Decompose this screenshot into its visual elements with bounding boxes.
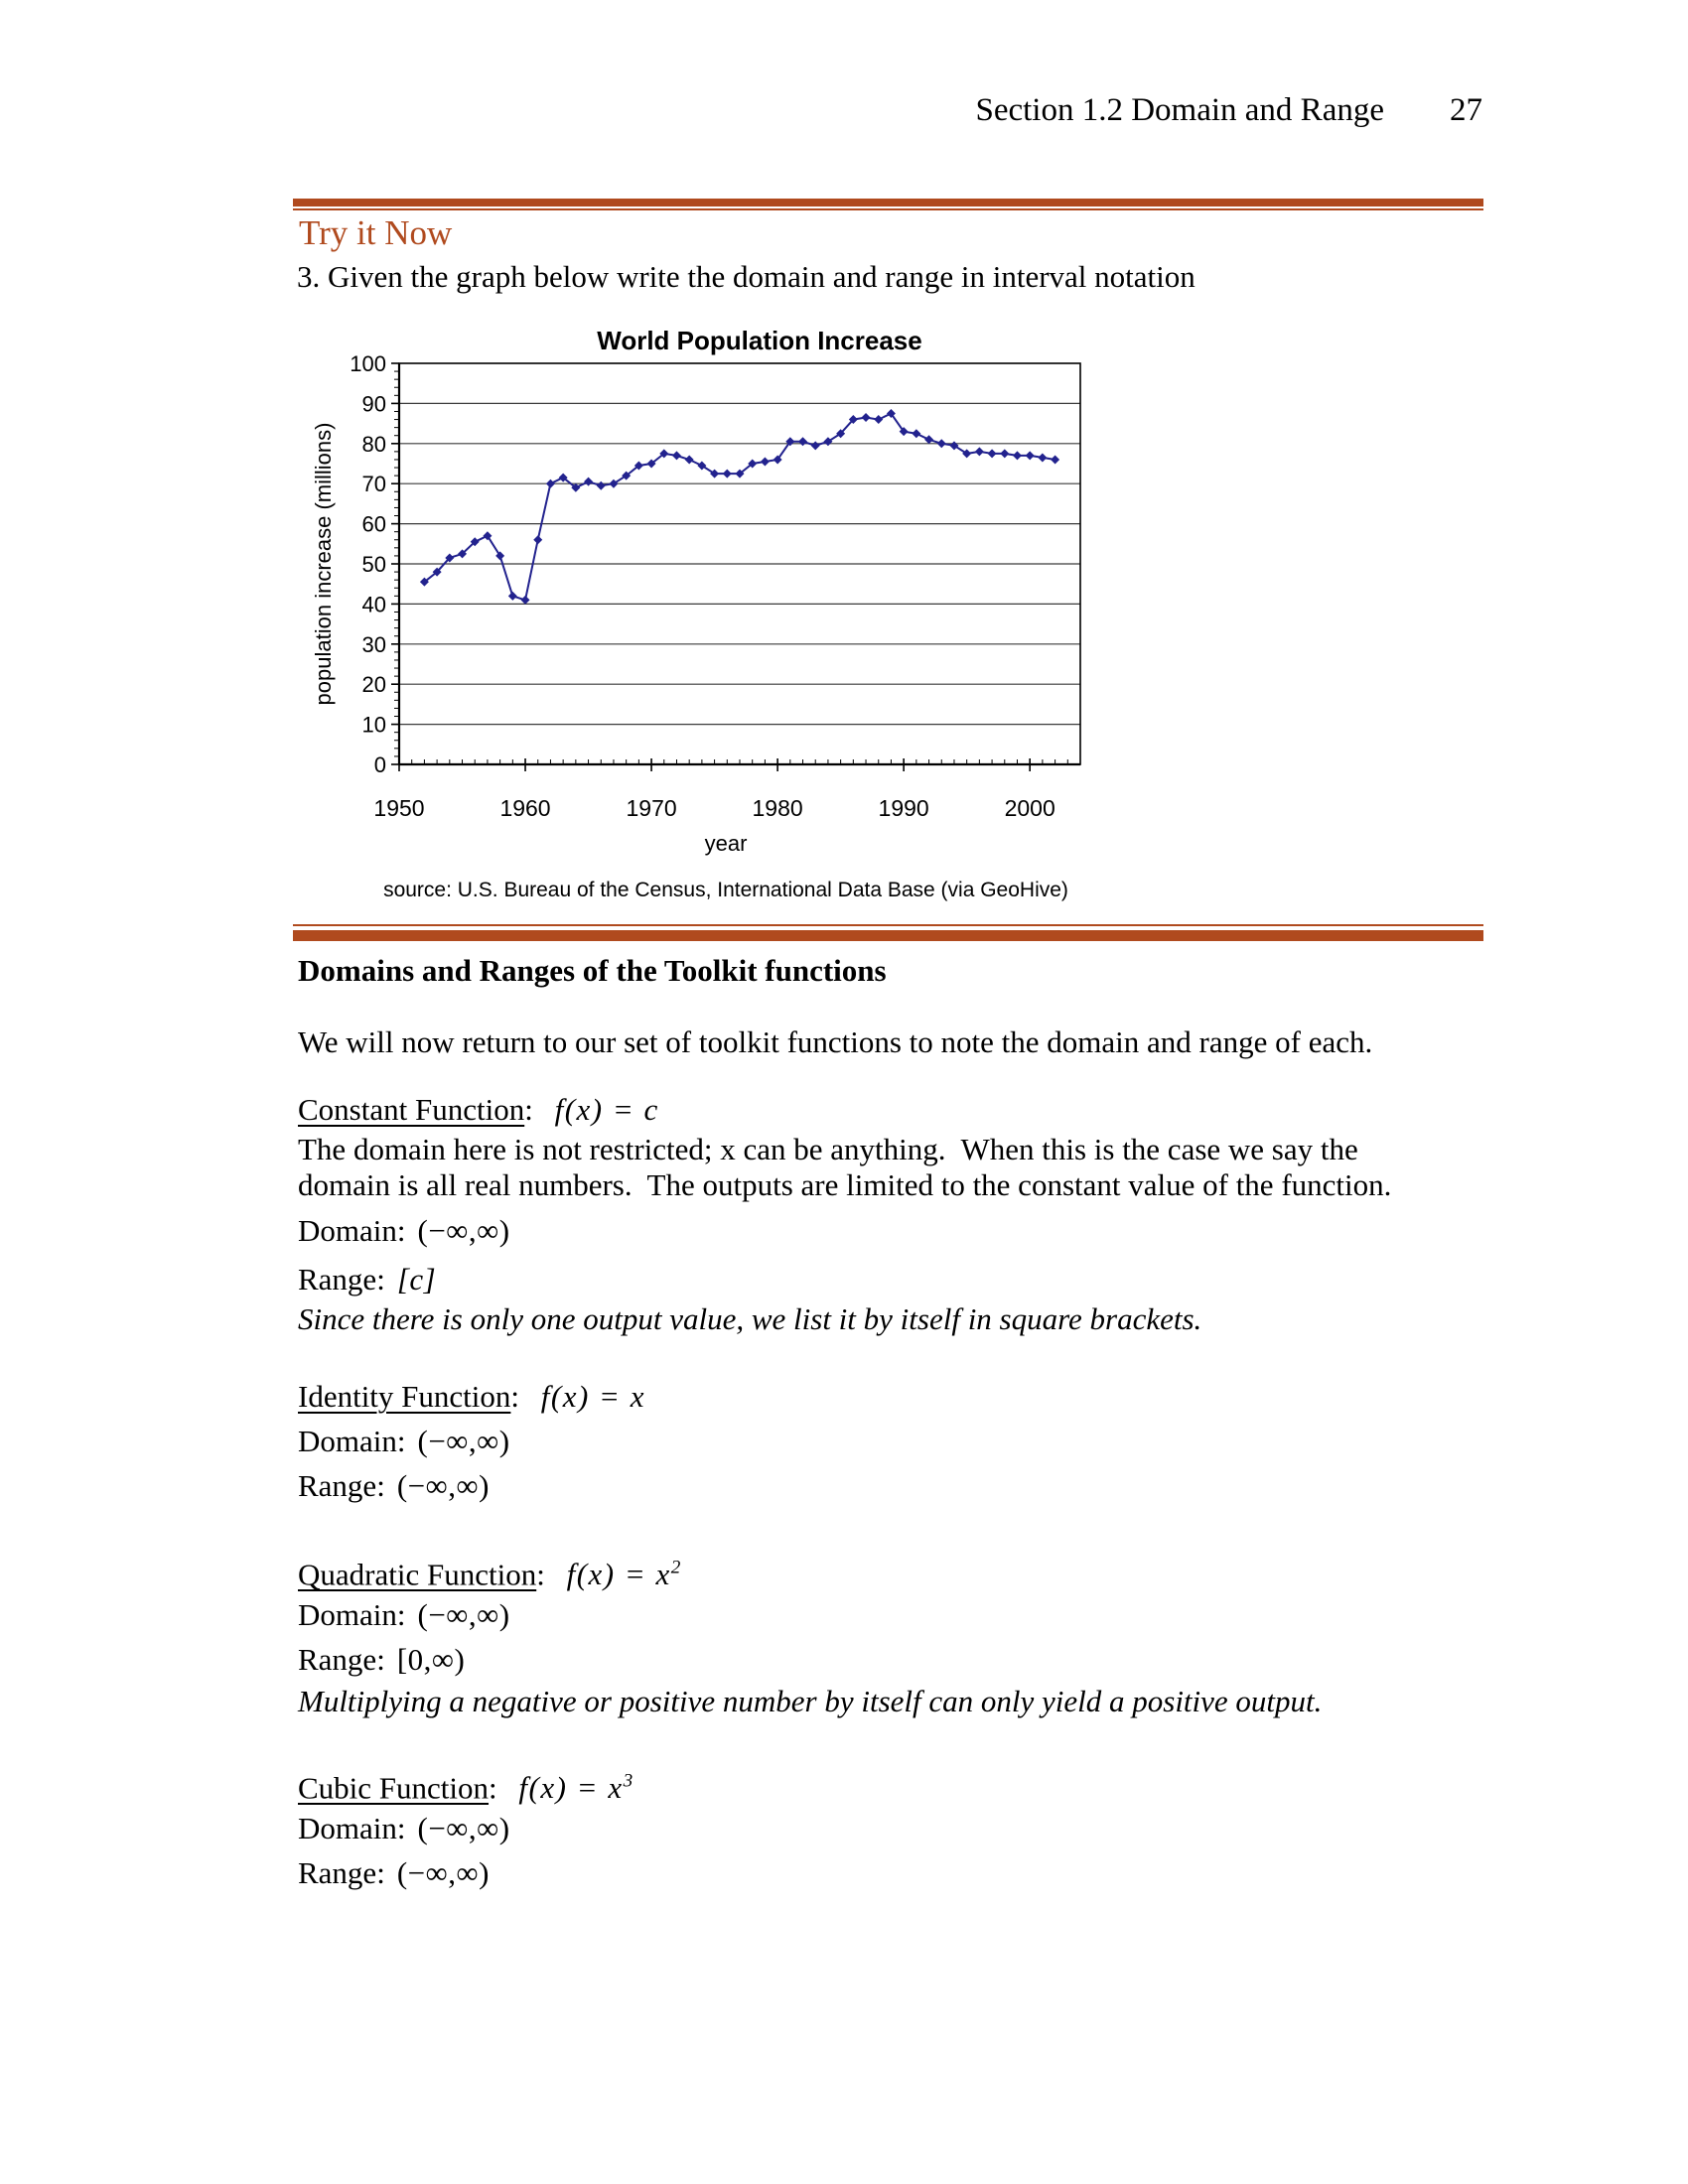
constant-function-domain: Domain: (−∞,∞) — [298, 1213, 510, 1248]
constant-function-description-line2: domain is all real numbers. The outputs are limited to the constant value of the function. — [298, 1167, 1392, 1202]
quadratic-function-note: Multiplying a negative or positive number by itself can only yield a positive output. — [298, 1684, 1323, 1718]
x-tick-label: 2000 — [1004, 795, 1055, 821]
y-tick-label: 60 — [361, 511, 386, 537]
cubic-function-heading: Cubic Function: $f(x) = x^3$ — [298, 1770, 633, 1806]
y-tick-label: 90 — [361, 391, 386, 417]
data-point-marker — [988, 449, 997, 458]
bottom-rule-bar — [293, 930, 1483, 941]
cubic-function-label: Cubic Function — [298, 1770, 490, 1806]
quadratic-function-formula: $f(x) = x^2$ — [566, 1557, 681, 1592]
identity-function-label: Identity Function — [298, 1379, 511, 1414]
y-tick-label: 40 — [361, 592, 386, 617]
constant-function-formula: f(x) = c — [554, 1092, 659, 1127]
world-population-chart — [293, 314, 1097, 921]
y-tick-label: 10 — [361, 712, 386, 738]
x-tick-label: 1980 — [752, 795, 803, 821]
data-point-marker — [533, 535, 542, 544]
y-tick-label: 80 — [361, 431, 386, 457]
constant-function-label: Constant Function — [298, 1092, 525, 1127]
data-point-marker — [597, 481, 606, 490]
data-point-marker — [1026, 451, 1035, 460]
data-point-marker — [937, 439, 946, 448]
data-point-marker — [521, 596, 530, 605]
try-it-now-heading: Try it Now — [299, 213, 453, 252]
chart-title: World Population Increase — [597, 326, 922, 355]
data-point-marker — [483, 531, 492, 540]
data-point-marker — [508, 592, 517, 601]
data-point-marker — [975, 447, 984, 456]
page-number: 27 — [1450, 92, 1482, 128]
top-rule-line — [293, 208, 1483, 210]
data-point-marker — [1051, 455, 1059, 464]
y-tick-label: 70 — [361, 472, 386, 497]
top-rule — [293, 199, 1483, 210]
data-point-marker — [723, 470, 732, 478]
y-tick-label: 100 — [350, 351, 386, 376]
data-point-marker — [584, 478, 593, 486]
constant-function-heading: Constant Function: f(x) = c — [298, 1092, 659, 1127]
toolkit-section-heading: Domains and Ranges of the Toolkit functions — [298, 953, 887, 988]
quadratic-function-domain: Domain: (−∞,∞) — [298, 1597, 510, 1632]
chart-source-note: source: U.S. Bureau of the Census, International Data Base (via GeoHive) — [383, 879, 1068, 901]
identity-function-heading: Identity Function: f(x) = x — [298, 1379, 645, 1414]
cubic-function-domain: Domain: (−∞,∞) — [298, 1811, 510, 1845]
x-tick-label: 1950 — [373, 795, 425, 821]
top-rule-bar — [293, 199, 1483, 206]
data-point-marker — [1038, 453, 1047, 462]
bottom-rule — [293, 924, 1483, 941]
quadratic-function-range: Range: [0,∞) — [298, 1642, 466, 1677]
page-header — [0, 92, 1482, 129]
y-tick-label: 20 — [361, 672, 386, 698]
data-point-marker — [546, 479, 555, 488]
data-point-marker — [685, 455, 694, 464]
try-it-now-problem: 3. Given the graph below write the domain and range in interval notation — [297, 259, 1196, 294]
world-population-chart-svg — [293, 314, 1097, 921]
cubic-function-range: Range: (−∞,∞) — [298, 1855, 490, 1890]
section-title: Section 1.2 Domain and Range — [975, 92, 1384, 128]
identity-function-formula: f(x) = x — [540, 1379, 645, 1414]
toolkit-intro: We will now return to our set of toolkit functions to note the domain and range of each. — [298, 1024, 1373, 1059]
cubic-function-formula: $f(x) = x^3$ — [518, 1770, 633, 1806]
y-tick-label: 30 — [361, 631, 386, 657]
x-tick-label: 1970 — [626, 795, 677, 821]
data-point-marker — [874, 415, 883, 424]
constant-function-range: Range: [c] — [298, 1262, 437, 1297]
data-point-marker — [672, 451, 681, 460]
x-tick-label: 1960 — [499, 795, 551, 821]
x-axis-label: year — [704, 831, 748, 856]
constant-function-note: Since there is only one output value, we list it by itself in square brackets. — [298, 1301, 1202, 1336]
data-point-marker — [912, 429, 920, 438]
data-point-marker — [761, 457, 770, 466]
identity-function-range: Range: (−∞,∞) — [298, 1468, 490, 1503]
bottom-rule-line — [293, 924, 1483, 926]
y-tick-label: 50 — [361, 552, 386, 577]
quadratic-function-label: Quadratic Function — [298, 1557, 537, 1592]
y-tick-label: 0 — [373, 752, 386, 777]
data-point-marker — [1013, 451, 1022, 460]
quadratic-function-heading: Quadratic Function: $f(x) = x^2$ — [298, 1557, 681, 1592]
population-increase-series — [424, 414, 1055, 601]
identity-function-domain: Domain: (−∞,∞) — [298, 1424, 510, 1458]
constant-function-description-line1: The domain here is not restricted; x can be anything. When this is the case we say the — [298, 1132, 1358, 1166]
data-point-marker — [1000, 449, 1009, 458]
data-point-marker — [811, 441, 820, 450]
data-point-marker — [798, 437, 807, 446]
data-point-marker — [862, 413, 871, 422]
y-axis-label: population increase (millions) — [311, 422, 336, 706]
x-tick-label: 1990 — [878, 795, 929, 821]
data-point-marker — [924, 435, 933, 444]
